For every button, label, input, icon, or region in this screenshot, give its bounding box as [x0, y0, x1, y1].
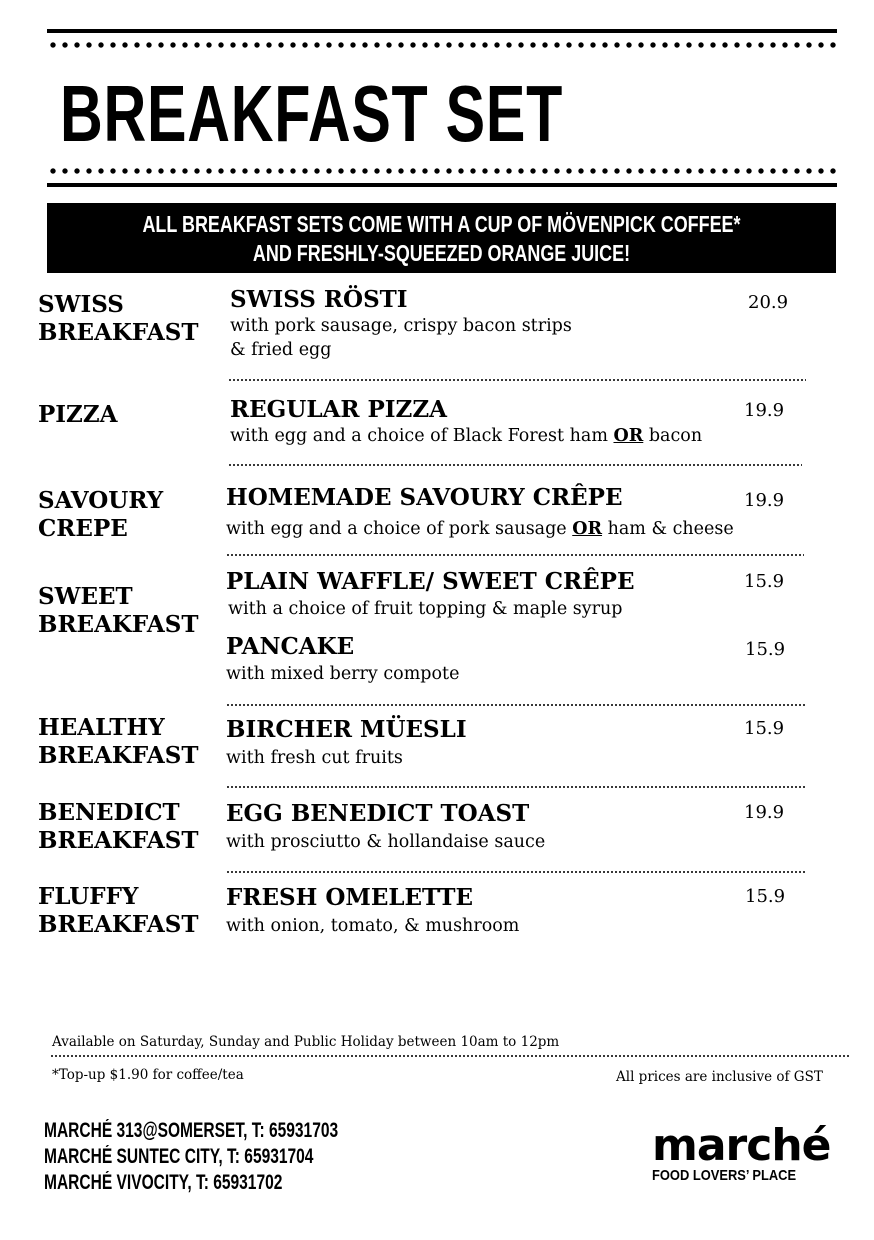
title-dotted-border	[47, 168, 837, 174]
logo-wordmark: marché	[652, 1120, 831, 1171]
item-price-fresh-omelette: 15.9	[745, 886, 786, 907]
item-price-bircher-muesli: 15.9	[744, 718, 785, 739]
location-suntec-city: MARCHÉ SUNTEC CITY, T: 65931704	[44, 1145, 314, 1168]
gst-note: All prices are inclusive of GST	[616, 1069, 823, 1085]
item-desc-regular-pizza: with egg and a choice of Black Forest ham OR bacon	[230, 426, 703, 446]
footer-divider	[50, 1055, 850, 1057]
page-title: BREAKFAST SET	[60, 69, 563, 158]
banner-line-2: AND FRESHLY-SQUEEZED ORANGE JUICE!	[252, 240, 631, 266]
category-fluffy-breakfast: FLUFFY BREAKFAST	[38, 883, 199, 938]
item-desc-swiss-rosti: with pork sausage, crispy bacon strips & fried egg	[230, 316, 572, 360]
category-benedict-breakfast: BENEDICT BREAKFAST	[38, 799, 199, 854]
availability-note: Available on Saturday, Sunday and Public Holiday between 10am to 12pm	[52, 1034, 560, 1050]
category-savoury-crepe: SAVOURY CREPE	[38, 487, 164, 542]
section-divider	[226, 554, 804, 556]
category-swiss-breakfast: SWISS BREAKFAST	[38, 291, 199, 346]
item-desc-egg-benedict-toast: with prosciutto & hollandaise sauce	[226, 832, 546, 852]
section-divider	[226, 786, 806, 788]
top-rule	[47, 29, 837, 33]
item-price-pancake: 15.9	[745, 639, 786, 660]
location-vivocity: MARCHÉ VIVOCITY, T: 65931702	[44, 1171, 283, 1194]
item-price-swiss-rosti: 20.9	[748, 292, 789, 313]
item-desc-plain-waffle-sweet-crepe: with a choice of fruit topping & maple syrup	[228, 599, 623, 619]
item-name-egg-benedict-toast: EGG BENEDICT TOAST	[226, 800, 530, 827]
item-price-homemade-savoury-crepe: 19.9	[744, 490, 785, 511]
coffee-juice-banner	[47, 203, 836, 273]
banner-line-1: ALL BREAKFAST SETS COME WITH A CUP OF MÖVENPICK COFFEE*	[142, 211, 741, 237]
category-pizza: PIZZA	[38, 401, 118, 428]
location-list	[44, 1118, 441, 1196]
item-name-bircher-muesli: BIRCHER MÜESLI	[226, 716, 467, 743]
logo-tagline: FOOD LOVERS’ PLACE	[652, 1167, 797, 1184]
item-name-regular-pizza: REGULAR PIZZA	[230, 396, 447, 423]
topup-note: *Top-up $1.90 for coffee/tea	[52, 1067, 244, 1083]
item-price-plain-waffle-sweet-crepe: 15.9	[744, 571, 785, 592]
location-somerset: MARCHÉ 313@SOMERSET, T: 65931703	[44, 1119, 339, 1142]
item-desc-bircher-muesli: with fresh cut fruits	[226, 748, 403, 768]
section-divider	[226, 704, 806, 706]
top-dotted-border	[47, 42, 837, 48]
item-name-plain-waffle-sweet-crepe: PLAIN WAFFLE/ SWEET CRÊPE	[226, 568, 635, 595]
item-name-swiss-rosti: SWISS RÖSTI	[230, 286, 408, 313]
title-bottom-rule	[47, 183, 837, 187]
item-desc-pancake: with mixed berry compote	[226, 664, 460, 684]
section-divider	[228, 464, 802, 466]
item-price-egg-benedict-toast: 19.9	[744, 802, 785, 823]
category-healthy-breakfast: HEALTHY BREAKFAST	[38, 714, 199, 769]
marche-logo	[652, 1120, 842, 1185]
section-divider	[226, 871, 806, 873]
category-sweet-breakfast: SWEET BREAKFAST	[38, 583, 199, 638]
item-desc-fresh-omelette: with onion, tomato, & mushroom	[226, 916, 520, 936]
section-divider	[228, 379, 806, 381]
item-name-pancake: PANCAKE	[226, 633, 355, 660]
item-name-fresh-omelette: FRESH OMELETTE	[226, 884, 473, 911]
item-name-homemade-savoury-crepe: HOMEMADE SAVOURY CRÊPE	[226, 484, 623, 511]
item-price-regular-pizza: 19.9	[744, 400, 785, 421]
item-desc-homemade-savoury-crepe: with egg and a choice of pork sausage OR ham & cheese	[226, 519, 734, 539]
